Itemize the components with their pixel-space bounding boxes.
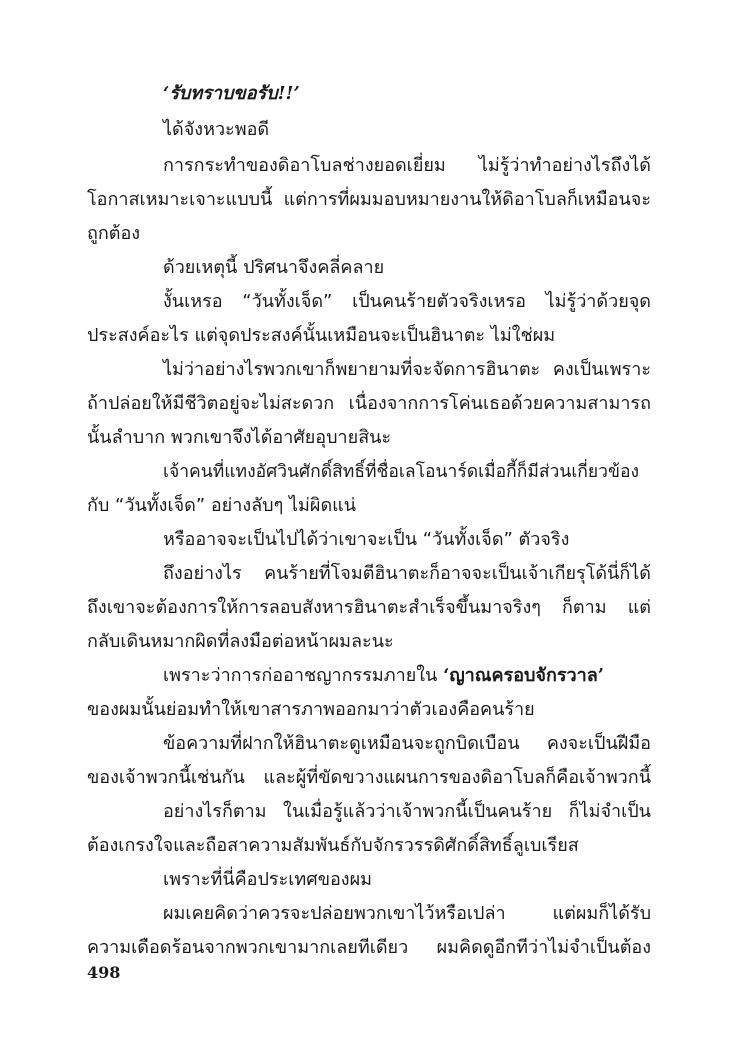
paragraph-line: เพราะที่นี่คือประเทศของผม bbox=[163, 869, 373, 890]
paragraph-text: เพราะว่าการก่ออาชญากรรมภายใน bbox=[163, 665, 444, 686]
paragraph-line: ถูกต้อง bbox=[87, 223, 141, 244]
paragraph-line: ผมเคยคิดว่าควรจะปล่อยพวกเขาไว้หรือเปล่า แต่ผมก็ได้รับ bbox=[163, 903, 651, 924]
paragraph-line: กับ “วันทั้งเจ็ด” อย่างลับๆ ไม่ผิดแน่ bbox=[87, 495, 357, 516]
page-number: 498 bbox=[87, 963, 121, 982]
paragraph-line: ความเดือดร้อนจากพวกเขามากเลยทีเดียว ผมคิดดูอีกทีว่าไม่จำเป็นต้อง bbox=[87, 937, 651, 958]
paragraph-line: งั้นเหรอ “วันทั้งเจ็ด” เป็นคนร้ายตัวจริงเหรอ ไม่รู้ว่าด้วยจุด bbox=[163, 291, 651, 312]
paragraph-line: ต้องเกรงใจและถือสาความสัมพันธ์กับจักรวรรดิศักดิ์สิทธิ์ลูเบเรียส bbox=[87, 835, 579, 856]
paragraph-line: เจ้าคนที่แทงอัศวินศักดิ์สิทธิ์ที่ชื่อเลโอนาร์ดเมื่อกี้ก็มีส่วนเกี่ยวข้อง bbox=[163, 462, 639, 482]
paragraph-line: ถ้าปล่อยให้มีชีวิตอยู่จะไม่สะดวก เนื่องจากการโค่นเธอด้วยความสามารถ bbox=[87, 393, 651, 414]
paragraph-line: โอกาสเหมาะเจาะแบบนี้ แต่การที่ผมมอบหมายงานให้ดิอาโบลก็เหมือนจะ bbox=[87, 189, 651, 210]
paragraph-line: ‘รับทราบขอรับ!!’ bbox=[163, 83, 300, 104]
paragraph-line: ถึงอย่างไร คนร้ายที่โจมตีฮินาตะก็อาจจะเป็นเจ้าเกียรุโด้นี่ก็ได้ bbox=[163, 563, 651, 584]
paragraph-line: หรืออาจจะเป็นไปได้ว่าเขาจะเป็น “วันทั้งเจ็ด” ตัวจริง bbox=[163, 529, 570, 550]
paragraph-line: ถึงเขาจะต้องการให้การลอบสังหารฮินาตะสำเร็จขึ้นมาจริงๆ ก็ตาม แต่ bbox=[87, 597, 651, 618]
paragraph-line: การกระทำของดิอาโบลช่างยอดเยี่ยม ไม่รู้ว่าทำอย่างไรถึงได้ bbox=[163, 155, 651, 176]
paragraph-line: กลับเดินหมากผิดที่ลงมือต่อหน้าผมละนะ bbox=[87, 631, 394, 652]
paragraph-line: อย่างไรก็ตาม ในเมื่อรู้แล้วว่าเจ้าพวกนี้เป็นคนร้าย ก็ไม่จำเป็น bbox=[163, 801, 651, 822]
paragraph-line: ไม่ว่าอย่างไรพวกเขาก็พยายามที่จะจัดการฮินาตะ คงเป็นเพราะ bbox=[163, 359, 651, 380]
paragraph-line-mixed bbox=[163, 665, 651, 687]
paragraph-line: ประสงค์อะไร แต่จุดประสงค์นั้นเหมือนจะเป็นฮินาตะ ไม่ใช่ผม bbox=[87, 325, 556, 346]
paragraph-line: ของเจ้าพวกนี้เช่นกัน และผู้ที่ขัดขวางแผนการของดิอาโบลก็คือเจ้าพวกนี้ bbox=[87, 767, 651, 788]
paragraph-line: ด้วยเหตุนี้ ปริศนาจึงคลี่คลาย bbox=[163, 257, 385, 278]
paragraph-line: ของผมนั้นย่อมทำให้เขาสารภาพออกมาว่าตัวเองคือคนร้าย bbox=[87, 699, 535, 720]
paragraph-line: นั้นลำบาก พวกเขาจึงได้อาศัยอุบายสินะ bbox=[87, 427, 392, 448]
paragraph-line: ข้อความที่ฝากให้ฮินาตะดูเหมือนจะถูกบิดเบือน คงจะเป็นฝีมือ bbox=[163, 733, 651, 754]
term-highlight: ‘ญาณครอบจักรวาล’ bbox=[443, 665, 605, 686]
paragraph-line: ได้จังหวะพอดี bbox=[163, 119, 270, 140]
